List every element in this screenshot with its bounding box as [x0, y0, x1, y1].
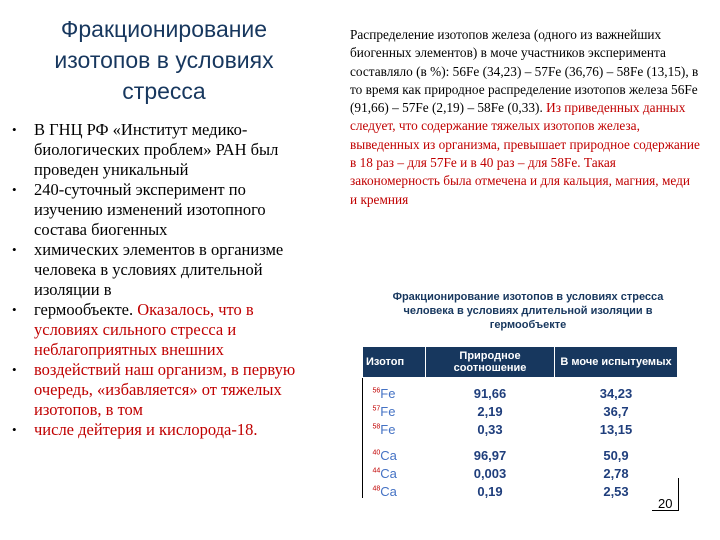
- description-text: [350, 26, 700, 209]
- bullet-item: • числе дейтерия и кислорода-18.: [12, 420, 258, 439]
- natural-cell: 2,19: [477, 403, 503, 419]
- table-row: [363, 482, 678, 502]
- header-natural: Природное соотношение: [426, 347, 555, 378]
- natural-cell: 0,19: [477, 483, 503, 499]
- isotope-table: [362, 346, 678, 502]
- isotope-cell: $^{56}$Fe: [372, 385, 396, 401]
- bullet-item: • 240-суточный эксперимент по изучению изменений изотопного состава биогенных: [12, 180, 266, 239]
- urine-cell: 13,15: [599, 421, 633, 437]
- header-isotope: Изотоп: [363, 347, 426, 378]
- table-header-row: [363, 347, 678, 378]
- header-urine: В моче испытуемых: [555, 347, 678, 378]
- natural-cell: 0,003: [473, 465, 507, 481]
- bullet-icon: •: [12, 122, 17, 137]
- description-red: Из приведенных данных следует, что содержание тяжелых изотопов железа, выведенных из организма, превышает природное содержание в 18 раз – для 57Fe и в 40 раз – для 58Fe. Такая закономерность была отмечена и для кальция, магния, меди и кремния: [350, 100, 700, 207]
- bullet-item: • воздействий наш организм, в первую очередь, «избавляется» от тяжелых изотопов, в том: [12, 360, 296, 419]
- table-row: [363, 402, 678, 420]
- isotope-cell: $^{58}$Fe: [372, 421, 396, 437]
- natural-cell: 0,33: [477, 421, 503, 437]
- bullet-icon: •: [12, 362, 17, 377]
- table-row: [363, 464, 678, 482]
- description-black: Распределение изотопов железа (одного из важнейших биогенных элементов) в моче участников эксперимента составляло (в %): 56Fe (34,23) – 57Fe (36,76) – 58Fe (13,15), в то время как природное распределение изотопов железа 56Fe (91,66) – 57Fe (2,19) – 58Fe (0,33).: [350, 27, 699, 116]
- bullet-icon: •: [12, 242, 17, 257]
- table-row: [363, 378, 678, 403]
- isotope-cell: $^{44}$Ca: [372, 465, 397, 481]
- isotope-cell: $^{40}$Ca: [372, 447, 397, 463]
- urine-cell: 50,9: [603, 447, 629, 463]
- page-number: 20: [658, 496, 673, 511]
- table-row: [363, 420, 678, 440]
- bullet-item: • гермообъекте. Оказалось, что в условиях сильного стресса и неблагоприятных внешних: [12, 300, 254, 359]
- isotope-cell: $^{57}$Fe: [372, 403, 396, 419]
- urine-cell: 34,23: [599, 385, 633, 401]
- bullet-list: [8, 120, 318, 440]
- urine-cell: 2,53: [603, 483, 629, 499]
- bullet-item: • химических элементов в организме человека в условиях длительной изоляции в: [12, 240, 284, 299]
- urine-cell: 2,78: [603, 465, 629, 481]
- table-title: Фракционирование изотопов в условиях стресса человека в условиях длительной изоляции в гермообъекте: [392, 291, 664, 331]
- bullet-icon: •: [12, 182, 17, 197]
- bullet-icon: •: [12, 302, 17, 317]
- natural-cell: 96,97: [473, 447, 507, 463]
- bullet-icon: •: [12, 422, 17, 437]
- natural-cell: 91,66: [473, 385, 507, 401]
- isotope-cell: $^{48}$Ca: [372, 483, 397, 499]
- bullet-item: • В ГНЦ РФ «Институт медико-биологических проблем» РАН был проведен уникальный: [12, 120, 279, 179]
- table-row: [363, 440, 678, 464]
- urine-cell: 36,7: [603, 403, 629, 419]
- slide-title: Фракционирование изотопов в условиях стресса: [54, 16, 274, 104]
